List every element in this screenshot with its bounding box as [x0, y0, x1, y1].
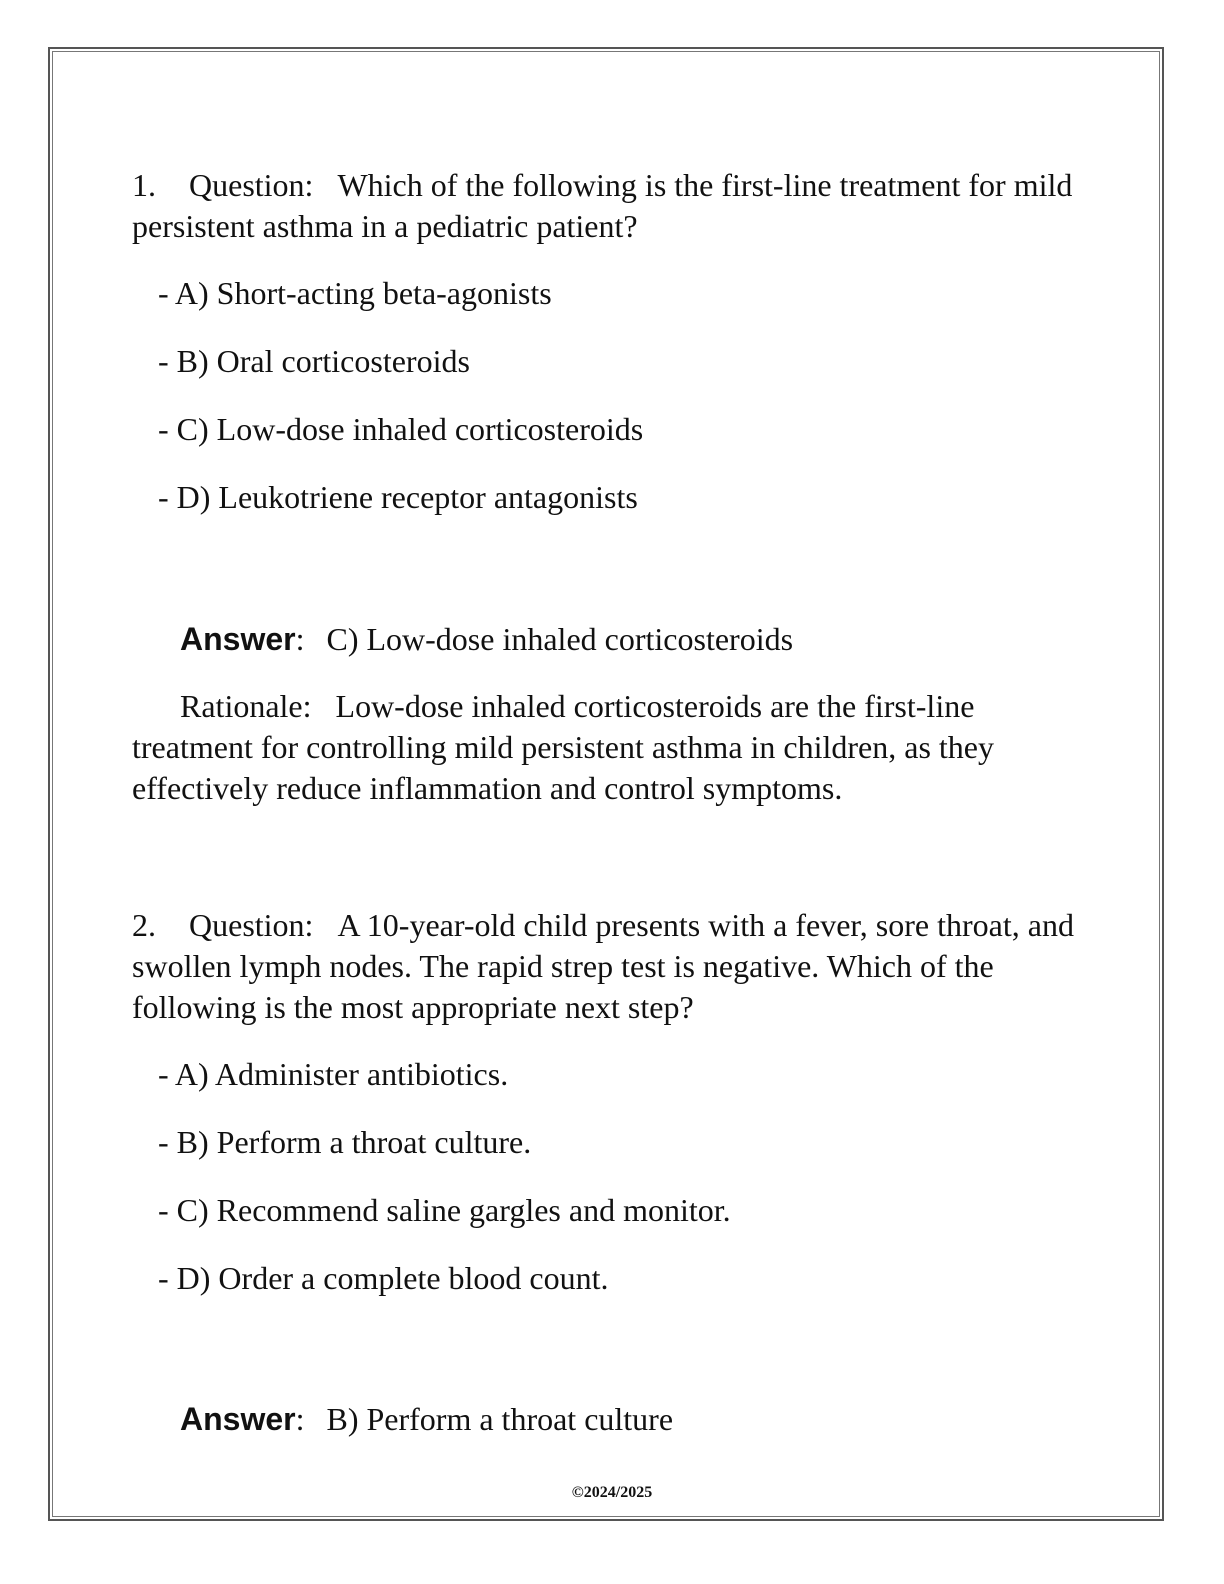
question-2: [132, 905, 1092, 1028]
answer-colon: :: [295, 621, 305, 657]
question-number: 1.: [132, 167, 156, 203]
answer-block-1: [132, 619, 1092, 809]
rationale-label: Rationale:: [180, 688, 312, 724]
answer-text: B) Perform a throat culture: [326, 1401, 674, 1437]
rationale-1: [132, 686, 1092, 809]
option-d: - D) Order a complete blood count.: [158, 1260, 609, 1296]
answer-label: Answer: [180, 621, 296, 657]
options-list: [132, 273, 1092, 545]
answer-2: [132, 1399, 1092, 1440]
rationale-text: Low-dose inhaled corticosteroids are the first-line treatment for controlling mild persistent asthma in children, as they effectively reduce inflammation and control symptoms.: [132, 688, 994, 806]
answer-colon: :: [295, 1401, 305, 1437]
option-d: - D) Leukotriene receptor antagonists: [158, 479, 638, 515]
option-a: - A) Short-acting beta-agonists: [158, 275, 552, 311]
option-b: - B) Oral corticosteroids: [158, 343, 470, 379]
question-number: 2.: [132, 907, 156, 943]
options-list: [132, 1054, 1092, 1326]
question-label: Question:: [189, 907, 314, 943]
option-c: - C) Low-dose inhaled corticosteroids: [158, 411, 644, 447]
answer-label: Answer: [180, 1401, 296, 1437]
copyright-footer: ©2024/2025: [571, 1484, 653, 1501]
question-text: A 10-year-old child presents with a fever, sore throat, and swollen lymph nodes. The rapid strep test is negative. Which of the following is the most appropriate next step?: [132, 907, 1074, 1025]
answer-text: C) Low-dose inhaled corticosteroids: [326, 621, 794, 657]
answer-1: [132, 619, 1092, 660]
question-block-2: [132, 905, 1092, 1326]
question-label: Question:: [189, 167, 314, 203]
answer-block-2: [132, 1399, 1092, 1440]
option-c: - C) Recommend saline gargles and monitor.: [158, 1192, 731, 1228]
question-1: [132, 165, 1092, 247]
option-a: - A) Administer antibiotics.: [158, 1056, 509, 1092]
question-block-1: [132, 165, 1092, 545]
option-b: - B) Perform a throat culture.: [158, 1124, 532, 1160]
question-text: Which of the following is the first-line treatment for mild persistent asthma in a pediatric patient?: [132, 167, 1073, 244]
